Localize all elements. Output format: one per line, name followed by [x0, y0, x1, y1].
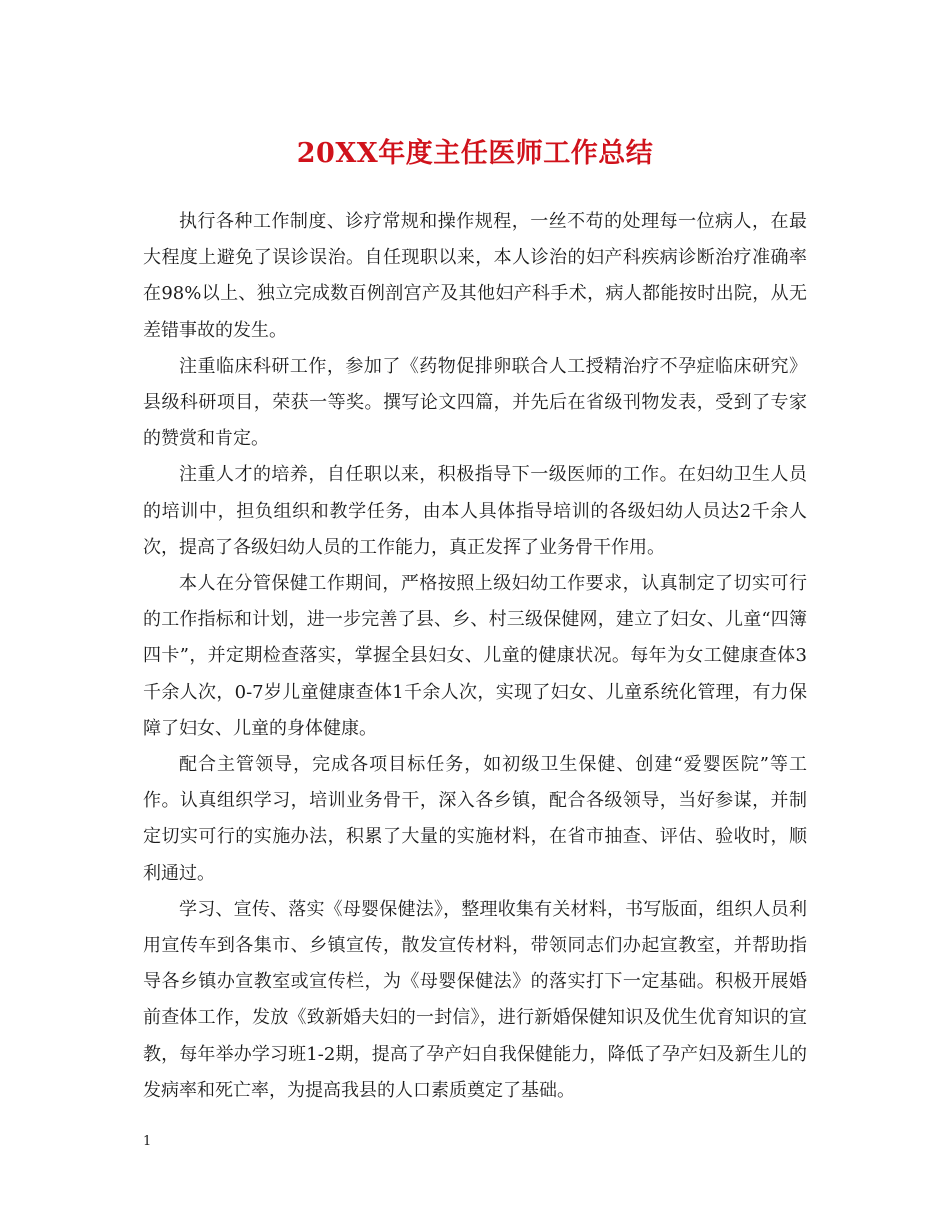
paragraph-5: 配合主管领导，完成各项目标任务，如初级卫生保健、创建“爱婴医院”等工作。认真组织学习，培训业务骨干，深入各乡镇，配合各级领导，当好参谋，并制定切实可行的实施办法，积累了大量的实施材料，在省市抽查、评估、验收时，顺利通过。	[143, 754, 807, 884]
paragraph-6: 学习、宣传、落实《母婴保健法》，整理收集有关材料，书写版面，组织人员利用宣传车到各集市、乡镇宣传，散发宣传材料，带领同志们办起宣教室，并帮助指导各乡镇办宣教室或宣传栏，为《母婴保健法》的落实打下一定基础。积极开展婚前查体工作，发放《致新婚夫妇的一封信》，进行新婚保健知识及优生优育知识的宣教，每年举办学习班1-2期，提高了孕产妇自我保健能力，降低了孕产妇及新生儿的发病率和死亡率，为提高我县的人口素质奠定了基础。	[143, 898, 807, 1101]
paragraph-3: 注重人才的培养，自任职以来，积极指导下一级医师的工作。在妇幼卫生人员的培训中，担负组织和教学任务，由本人具体指导培训的各级妇幼人员达2千余人次，提高了各级妇幼人员的工作能力，真正发挥了业务骨干作用。	[143, 464, 807, 558]
document-title: 20XX年度主任医师工作总结	[296, 138, 654, 169]
page-number: 1	[143, 1134, 152, 1149]
paragraph-4: 本人在分管保健工作期间，严格按照上级妇幼工作要求，认真制定了切实可行的工作指标和计划，进一步完善了县、乡、村三级保健网，建立了妇女、儿童“四簿四卡”，并定期检查落实，掌握全县妇女、儿童的健康状况。每年为女工健康查体3千余人次，0-7岁儿童健康查体1千余人次，实现了妇女、儿童系统化管理，有力保障了妇女、儿童的身体健康。	[143, 573, 807, 739]
paragraph-2: 注重临床科研工作，参加了《药物促排卵联合人工授精治疗不孕症临床研究》县级科研项目，荣获一等奖。撰写论文四篇，并先后在省级刊物发表，受到了专家的赞赏和肯定。	[143, 355, 807, 450]
paragraph-1: 执行各种工作制度、诊疗常规和操作规程，一丝不苟的处理每一位病人，在最大程度上避免了误诊误治。自任现职以来，本人诊治的妇产科疾病诊断治疗准确率在98%以上、独立完成数百例剖宫产及其他妇产科手术，病人都能按时出院，从无差错事故的发生。	[143, 211, 807, 341]
document-body	[143, 204, 807, 1109]
